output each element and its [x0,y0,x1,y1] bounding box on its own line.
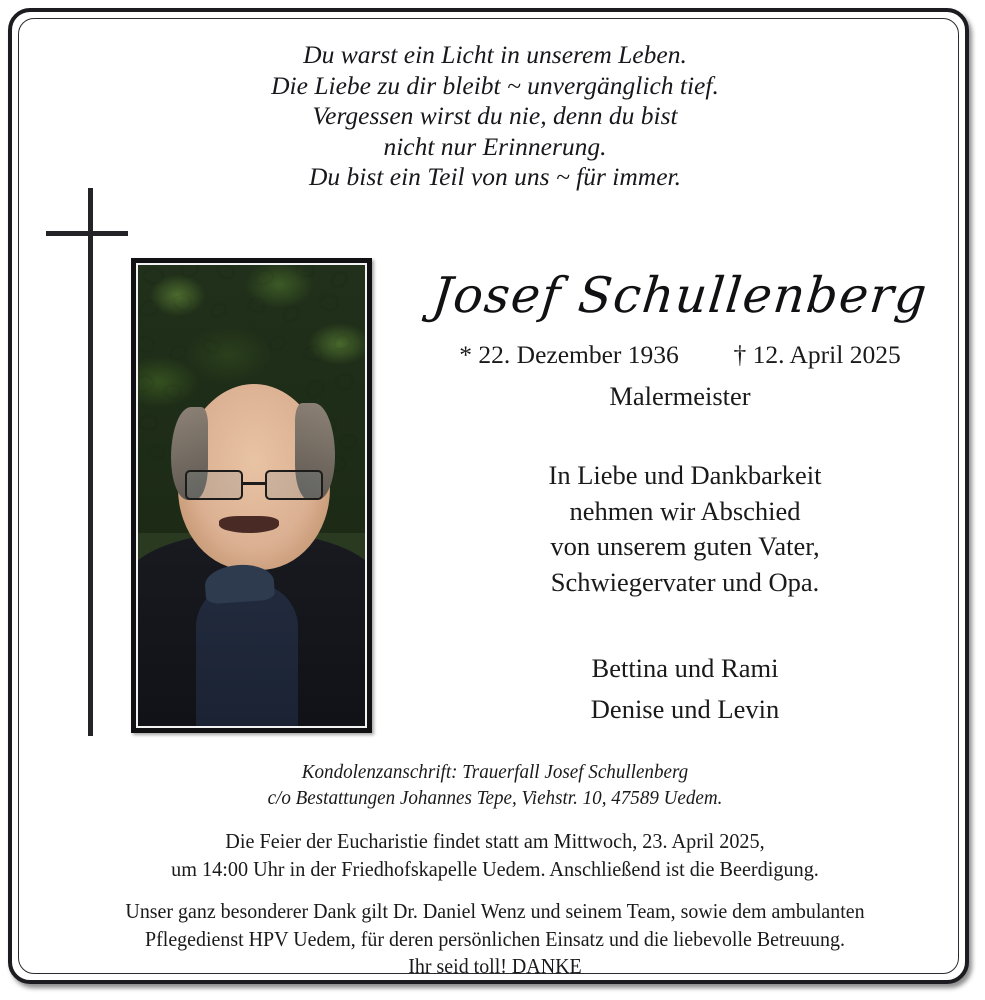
condolence-address-block [123,760,867,811]
magnolia-blossom [255,269,274,285]
service-line: Die Feier der Eucharistie findet statt am Mittwoch, 23. April 2025, [225,829,765,853]
magnolia-blossom [136,335,155,353]
portrait-photo-frame [131,258,372,733]
thanks-block [72,898,918,981]
farewell-block [425,458,945,600]
birth-date: 22. Dezember 1936 [478,340,679,369]
magnolia-blossom [331,271,349,288]
thanks-line: Unser ganz besonderer Dank gilt Dr. Daniel Wenz und seinem Team, sowie dem ambulanten [125,899,865,923]
magnolia-blossom [180,263,199,278]
magnolia-blossom [303,344,321,361]
glasses-lens-right [265,470,323,500]
magnolia-blossom [144,266,164,284]
poem-line: Die Liebe zu dir bleibt ~ unvergänglich tief. [271,70,719,100]
magnolia-blossom [340,433,357,449]
magnolia-blossom [335,373,353,390]
magnolia-blossom [204,338,220,354]
magnolia-blossom [140,415,157,430]
magnolia-blossom [211,303,227,317]
farewell-line: Schwiegervater und Opa. [550,566,820,597]
birth-symbol: * [459,340,473,369]
photo-glasses [185,470,324,500]
farewell-line: von unserem guten Vater, [550,531,820,561]
deceased-name: Josef Schullenberg [429,267,931,324]
poem-block [205,40,785,193]
survivor-line: Denise und Levin [590,694,780,724]
magnolia-blossom [217,263,235,280]
photo-vest [196,584,298,728]
poem-line: Vergessen wirst du nie, denn du bist [312,101,678,130]
glasses-bridge [243,482,265,485]
service-details-block [86,828,904,883]
magnolia-blossom [164,383,182,399]
magnolia-blossom [334,334,350,349]
magnolia-blossom [140,301,158,316]
poem-line: Du bist ein Teil von uns ~ für immer. [309,162,681,191]
thanks-line: Ihr seid toll! DANKE [408,954,582,978]
magnolia-blossom [136,375,154,393]
magnolia-blossom [305,380,324,398]
farewell-line: In Liebe und Dankbarkeit [548,460,822,490]
magnolia-blossom [296,263,314,277]
survivors-block [425,648,945,730]
death-date: 12. April 2025 [752,340,901,369]
cross-vertical-bar [88,188,93,736]
magnolia-blossom [268,336,286,352]
poem-line: nicht nur Erinnerung. [383,131,607,161]
magnolia-blossom [148,445,164,459]
poem-line: Du warst ein Licht in unserem Leben. [303,40,687,69]
cross-horizontal-bar [46,231,128,236]
latin-cross-icon [46,188,130,736]
magnolia-blossom [169,345,186,360]
condolence-line: c/o Bestattungen Johannes Tepe, Viehstr. 10, 47589 Uedem. [267,786,723,809]
magnolia-blossom [319,295,338,312]
portrait-photo [136,263,367,728]
magnolia-blossom [247,297,266,314]
condolence-line: Kondolenzanschrift: Trauerfall Josef Schullenberg [301,761,689,783]
profession: Malermeister [609,381,751,411]
life-dates [400,340,960,370]
magnolia-blossom [282,305,300,322]
glasses-lens-left [185,470,243,500]
farewell-line: nehmen wir Abschied [569,495,801,526]
service-line: um 14:00 Uhr in der Friedhofskapelle Uedem. Anschließend ist die Beerdigung. [171,856,819,881]
survivor-line: Bettina und Rami [591,653,779,683]
magnolia-blossom [173,293,193,313]
thanks-line: Pflegedienst HPV Uedem, für deren persönlichen Einsatz und die liebevolle Betreuung. [145,926,845,951]
death-symbol: † [733,340,747,369]
